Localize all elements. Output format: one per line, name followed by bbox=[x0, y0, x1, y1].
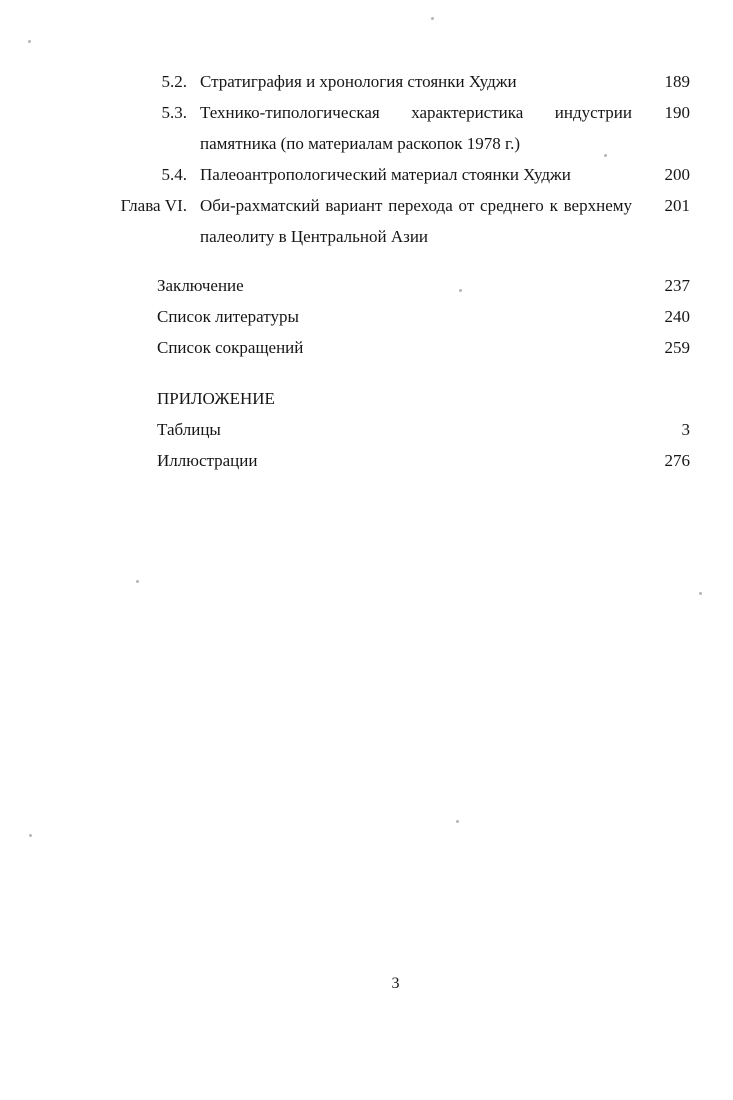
toc-entry-title: Палеоантропологический материал стоянки Худжи bbox=[200, 165, 571, 184]
page-number: 3 bbox=[391, 975, 400, 992]
toc-entry-page: 240 bbox=[664, 307, 690, 326]
toc-entry bbox=[113, 332, 690, 363]
toc-entry bbox=[113, 97, 690, 159]
toc-entry-page: 276 bbox=[664, 451, 690, 470]
toc-entry bbox=[113, 445, 690, 476]
scan-artifact bbox=[29, 834, 32, 837]
appendix-heading: ПРИЛОЖЕНИЕ bbox=[157, 389, 275, 408]
toc-entry-page: 3 bbox=[681, 420, 690, 439]
appendix-section bbox=[113, 383, 690, 476]
toc-entry bbox=[113, 159, 690, 190]
toc-entry bbox=[113, 66, 690, 97]
toc-entry-label: 5.3. bbox=[161, 103, 187, 122]
toc-section bbox=[113, 66, 690, 252]
toc-entry bbox=[113, 301, 690, 332]
toc-entry-page: 200 bbox=[664, 165, 690, 184]
toc-entry-title: Иллюстрации bbox=[157, 451, 258, 470]
toc-entry-page: 259 bbox=[664, 338, 690, 357]
toc-entry-title: Стратиграфия и хронология стоянки Худжи bbox=[200, 72, 517, 91]
scan-artifact bbox=[136, 580, 139, 583]
scan-artifact bbox=[431, 17, 434, 20]
appendix-heading-row bbox=[113, 383, 690, 414]
toc-entry bbox=[113, 414, 690, 445]
toc-entry-page: 237 bbox=[664, 276, 690, 295]
scan-artifact bbox=[699, 592, 702, 595]
toc-entry-page bbox=[632, 383, 690, 414]
toc-entry-page: 201 bbox=[664, 196, 690, 215]
toc-entry-page: 190 bbox=[664, 103, 690, 122]
toc-entry-title: Заключение bbox=[157, 276, 244, 295]
toc-entry-title: Технико-типологическая характеристика индустрии памятника (по материалам раскопок 1978 г.) bbox=[200, 103, 632, 153]
toc-entry-title: Таблицы bbox=[157, 420, 221, 439]
scan-artifact bbox=[459, 289, 462, 292]
toc-entry-title: Список сокращений bbox=[157, 338, 304, 357]
toc-entry-label: 5.4. bbox=[161, 165, 187, 184]
scan-artifact bbox=[28, 40, 31, 43]
back-matter-section bbox=[113, 270, 690, 363]
toc-entry bbox=[113, 190, 690, 252]
toc-entry-title: Оби-рахматский вариант перехода от среднего к верхнему палеолиту в Центральной Азии bbox=[200, 196, 632, 246]
toc-entry-label: Глава VI. bbox=[120, 196, 187, 215]
scan-artifact bbox=[456, 820, 459, 823]
toc-entry-title: Список литературы bbox=[157, 307, 299, 326]
toc-entry bbox=[113, 270, 690, 301]
toc-entry-page: 189 bbox=[664, 72, 690, 91]
toc-entry-label: 5.2. bbox=[161, 72, 187, 91]
scan-artifact bbox=[604, 154, 607, 157]
